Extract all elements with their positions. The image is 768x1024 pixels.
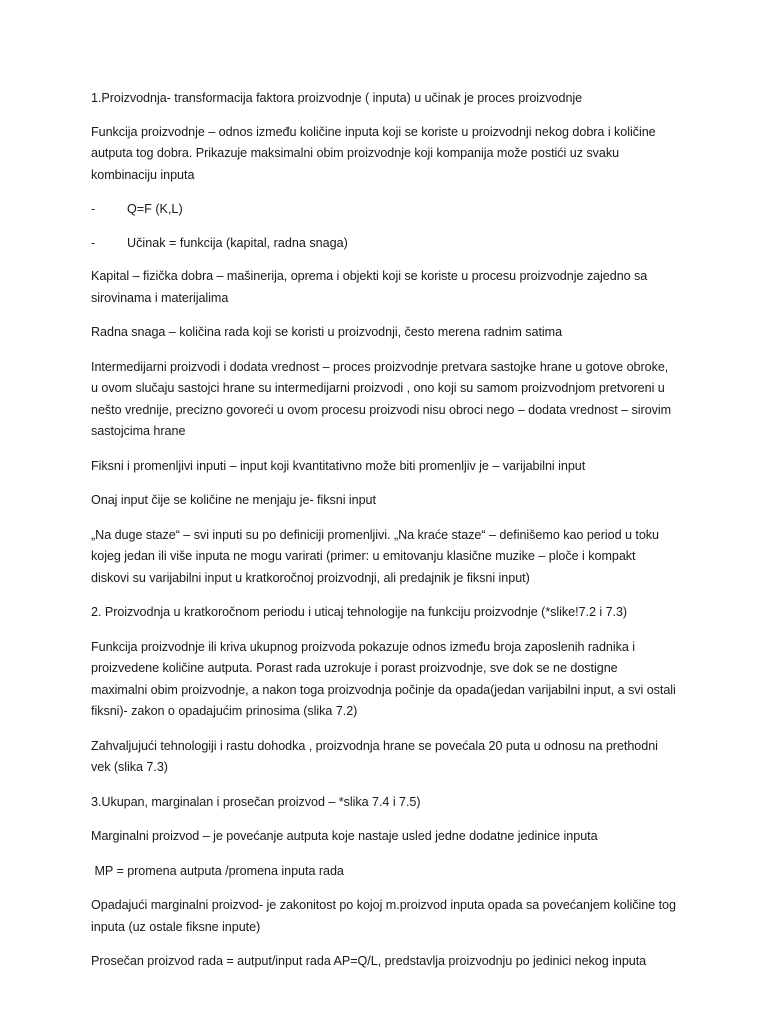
paragraph-intermediate-products: Intermedijarni proizvodi i dodata vrednost – proces proizvodnje pretvara sastojke hrane u gotove obroke, u ovom slučaju sastojci hrane su intermedijarni proizvodi , ono koji su samom proizvodnjom pretvoreni u nešto vrednije, precizno govoreći u ovom procesu proizvodi nisu obroci nego – dodata vrednost – sirovim sastojcima hrane (91, 359, 672, 438)
paragraph-diminishing-mp: Opadajući marginalni proizvod- je zakonitost po kojoj m.proizvod inputa opada sa povećanjem količine tog inputa (uz ostale fiksne inpute) (91, 898, 676, 934)
bullet-text: Q=F (K,L) (127, 202, 183, 216)
paragraph-average-product: Prosečan proizvod rada = autput/input rada AP=Q/L, predstavlja proizvodnju po jedinici nekog inputa (91, 954, 647, 968)
bullet-marker: - (91, 235, 96, 250)
paragraph-marginal-product: Marginalni proizvod – je povećanje autputa koje nastaje usled jedne dodatne jedinice inputa (91, 829, 598, 843)
section-heading-1: 1.Proizvodnja- transformacija faktora proizvodnje ( inputa) u učinak je proces proizvodnje (91, 91, 583, 105)
paragraph-mp-formula: MP = promena autputa /promena inputa rada (91, 863, 344, 878)
bullet-formula (91, 199, 676, 221)
paragraph-long-short-run: „Na duge staze“ – svi inputi su po definiciji promenljivi. „Na kraće staze“ – definišemo kao period u toku kojeg jedan ili više inputa ne mogu varirati (primer: u emitovanju klasične muzike – ploče i kompakt diskovi su varijabilni input u kratkoročnoj proizvodnji, ali predajnik je fiksni input) (91, 527, 659, 585)
paragraph-fixed-input: Onaj input čije se količine ne menjaju je- fiksni input (91, 493, 376, 507)
paragraph-capital: Kapital – fizička dobra – mašinerija, oprema i objekti koji se koriste u procesu proizvodnje zajedno sa sirovinama i materijalima (91, 269, 648, 305)
section-heading-3: 3.Ukupan, marginalan i prosečan proizvod – *slika 7.4 i 7.5) (91, 794, 421, 809)
paragraph-technology: Zahvaljujući tehnologiji i rastu dohodka , proizvodnja hrane se povećala 20 puta u odnosu na prethodni vek (slika 7.3) (91, 738, 658, 774)
bullet-marker: - (91, 202, 96, 216)
paragraph-fixed-variable-inputs: Fiksni i promenljivi inputi – input koji kvantitativno može biti promenljiv je – varijabilni input (91, 458, 586, 473)
bullet-text: Učinak = funkcija (kapital, radna snaga) (127, 235, 348, 250)
paragraph-total-product-curve: Funkcija proizvodnje ili kriva ukupnog proizvoda pokazuje odnos između broja zaposlenih radnika i proizvedene količine autputa. Porast rada uzrokuje i porast proizvodnje, sve dok se ne dostigne maximalni obim proizvodnje, a nakon toga proizvodnja počinje da opada(jedan varijabilni input, a svi ostali fiksni)- zakon o opadajućim prinosima (slika 7.2) (91, 639, 676, 718)
paragraph-labor: Radna snaga – količina rada koji se koristi u proizvodnji, često merena radnim satima (91, 325, 563, 339)
bullet-output-function (91, 233, 676, 255)
paragraph-production-function: Funkcija proizvodnje – odnos između količine inputa koji se koriste u proizvodnji nekog dobra i količine autputa tog dobra. Prikazuje maksimalni obim proizvodnje koji kompanija može postići uz svaku kombinaciju inputa (91, 124, 656, 182)
section-heading-2: 2. Proizvodnja u kratkoročnom periodu i uticaj tehnologije na funkciju proizvodnje (*slike!7.2 i 7.3) (91, 605, 628, 619)
